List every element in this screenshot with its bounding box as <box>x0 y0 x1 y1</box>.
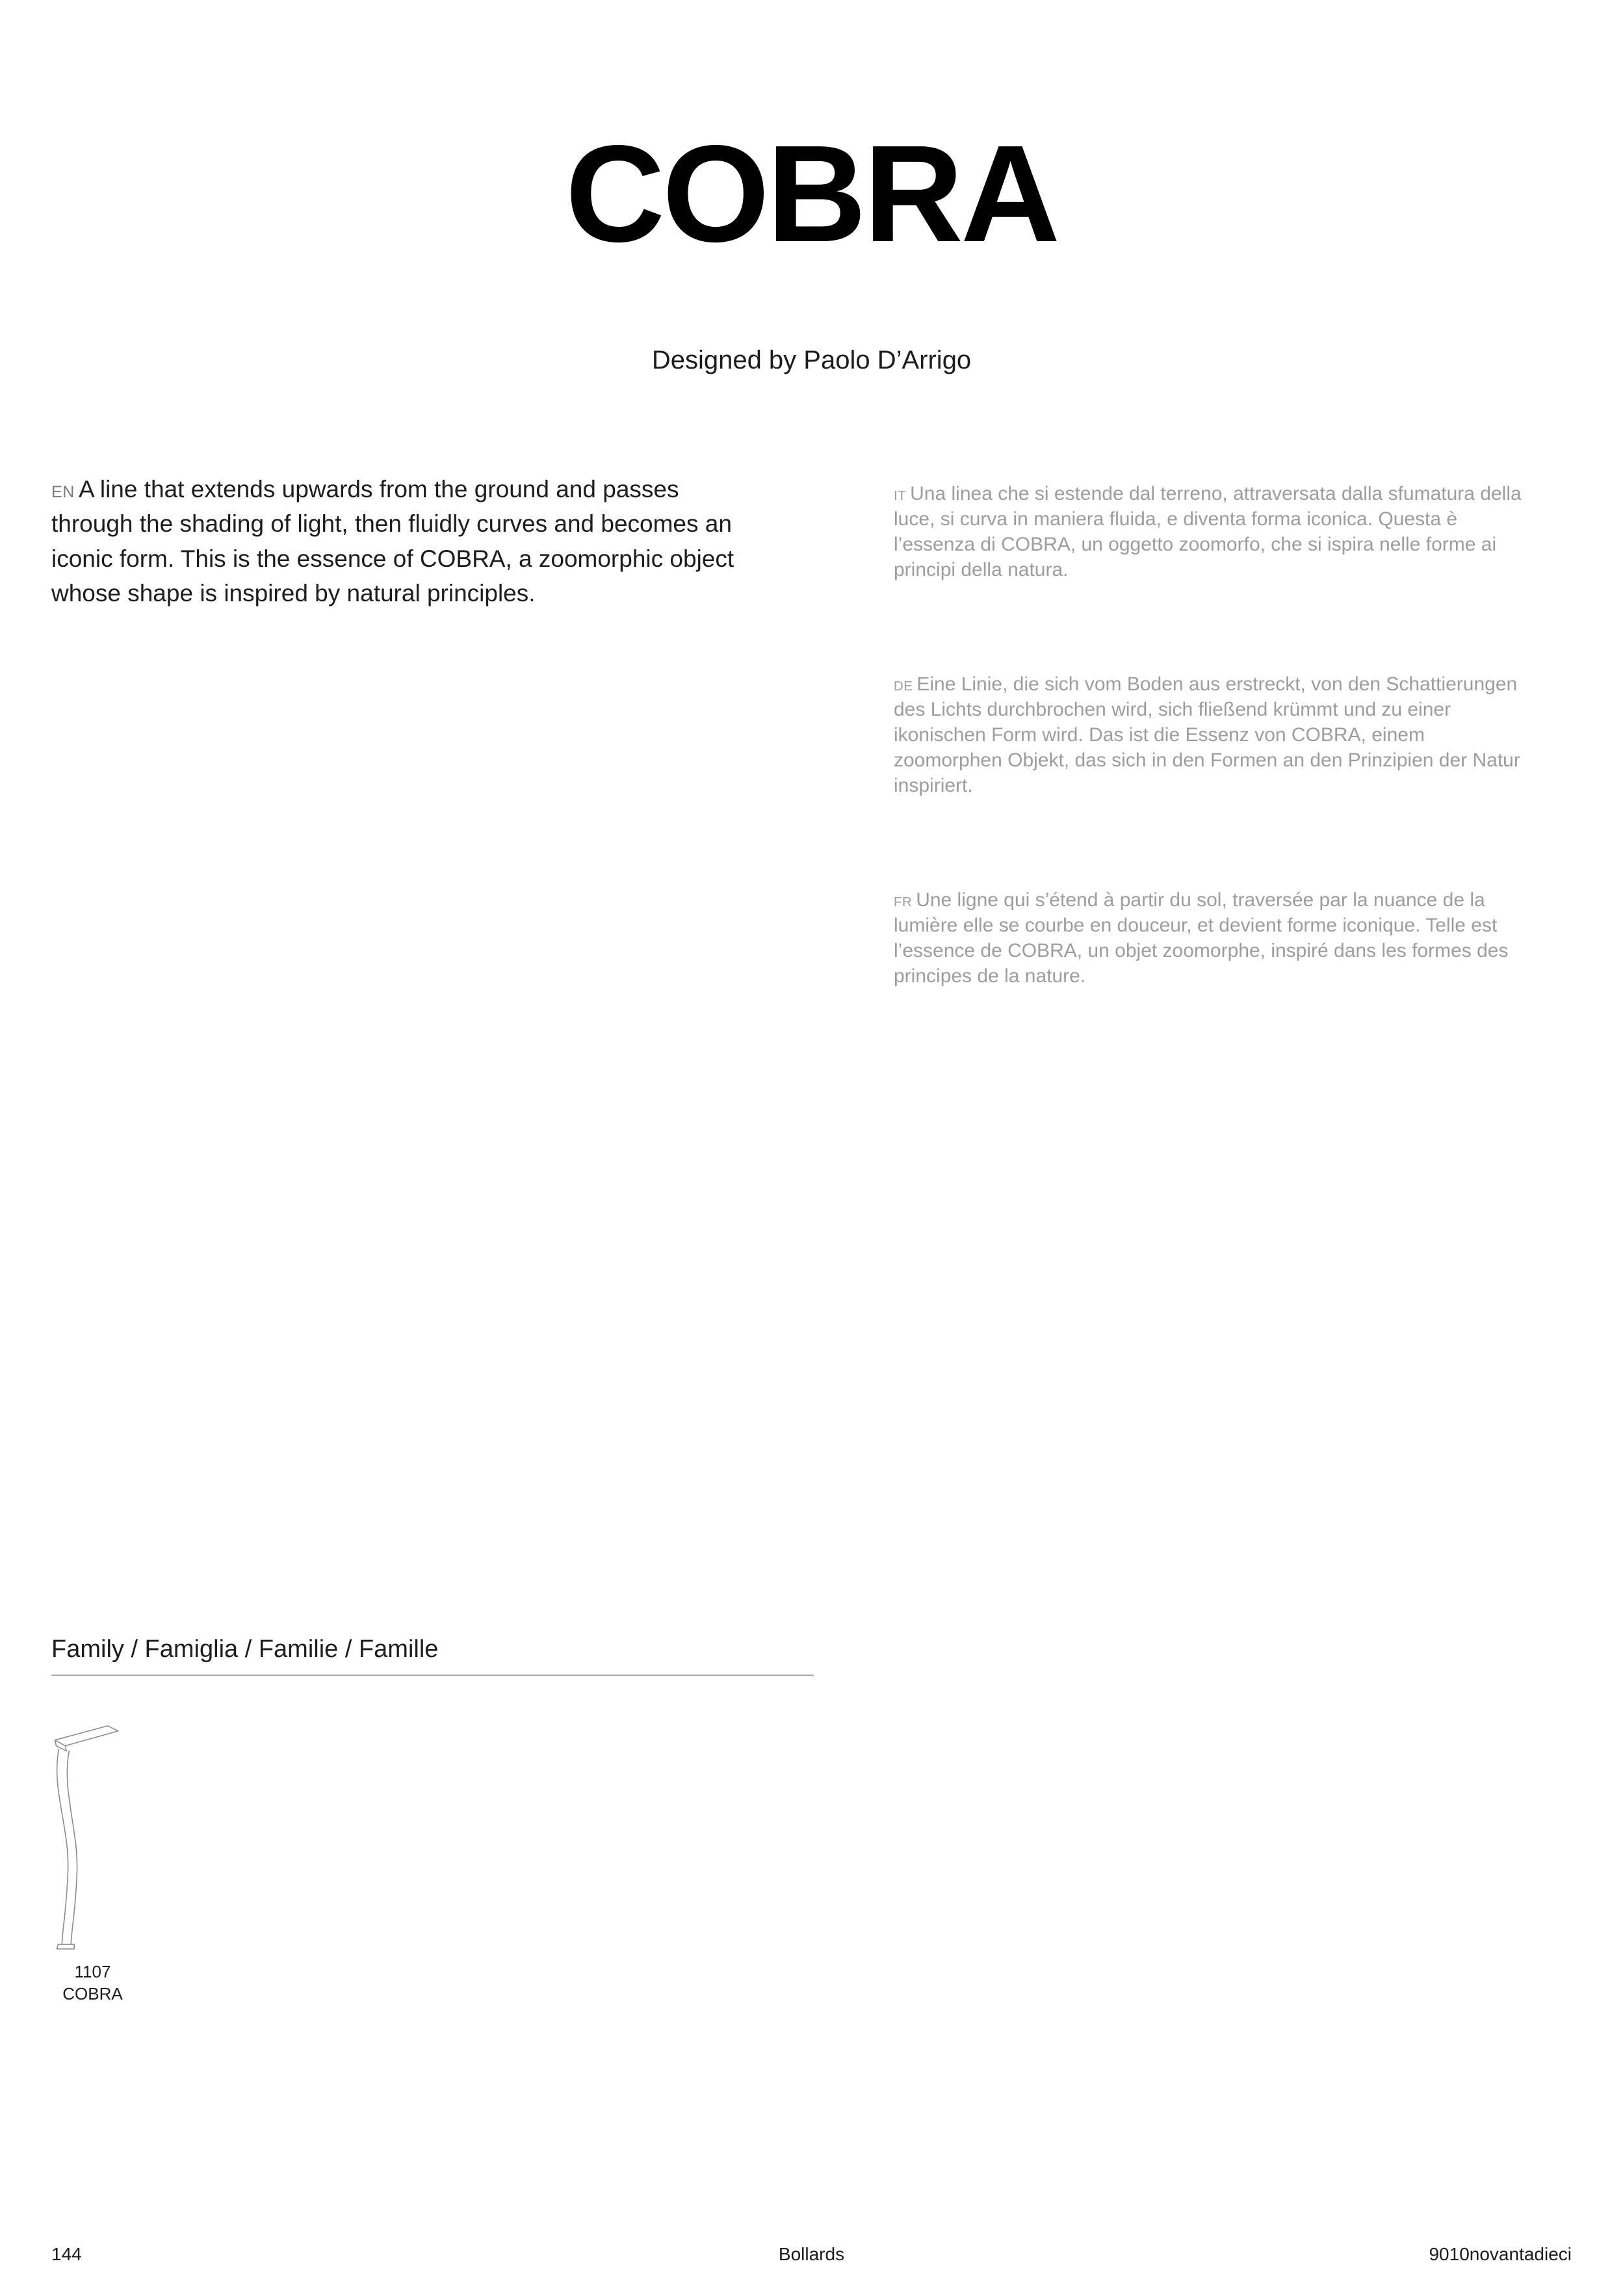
description-it-text: Una linea che si estende dal terreno, attraversata dalla sfumatura della luce, si curva in maniera fluida, e diventa forma iconica. Questa è l’essenza di COBRA, un oggetto zoomorfo, che si ispira nelle forme ai principi della natura. <box>894 483 1522 581</box>
designer-credit: Designed by Paolo D’Arrigo <box>651 346 972 374</box>
family-section-heading: Family / Famiglia / Familie / Famille <box>51 1636 439 1663</box>
description-en-text: A line that extends upwards from the ground and passes through the shading of light, then fluidly curves and becomes an iconic form. This is the essence of COBRA, a zoomorphic object whose shape is inspired by natural principles. <box>51 476 734 607</box>
family-section-rule <box>51 1675 814 1676</box>
page-title: COBRA <box>565 116 1058 270</box>
page-footer <box>51 2244 1572 2270</box>
description-de <box>894 672 1537 798</box>
lang-label-de: DE <box>894 679 913 694</box>
description-fr-text: Une ligne qui s’étend à partir du sol, traversée par la nuance de la lumière elle se courbe en douceur, et devient forme iconique. Telle est l’essence de COBRA, un objet zoomorphe, inspiré dans les formes des principes de la nature. <box>894 889 1509 987</box>
page-number: 144 <box>51 2244 82 2264</box>
lang-label-it: IT <box>894 489 907 503</box>
translations-column <box>894 481 1537 1078</box>
lang-label-fr: FR <box>894 895 913 909</box>
description-it <box>894 481 1537 582</box>
brand-name: 9010novantadieci <box>1429 2244 1572 2264</box>
bollard-line-drawing-icon <box>44 1719 142 1955</box>
family-item-caption <box>36 1961 149 2005</box>
lang-label-en: EN <box>51 483 75 501</box>
family-item-name: COBRA <box>62 1983 123 2003</box>
family-item-1107 <box>36 1719 149 2005</box>
family-item-code: 1107 <box>74 1962 111 1981</box>
description-fr <box>894 887 1537 989</box>
category-label: Bollards <box>778 2244 845 2264</box>
description-de-text: Eine Linie, die sich vom Boden aus erstreckt, von den Schattierungen des Lichts durchbrochen wird, sich fließend krümmt und zu einer ikonischen Form wird. Das ist die Essenz von COBRA, einem zoomorphen Objekt, das sich in den Formen an den Prinzipien der Natur inspiriert. <box>894 673 1520 796</box>
description-en <box>51 472 753 610</box>
